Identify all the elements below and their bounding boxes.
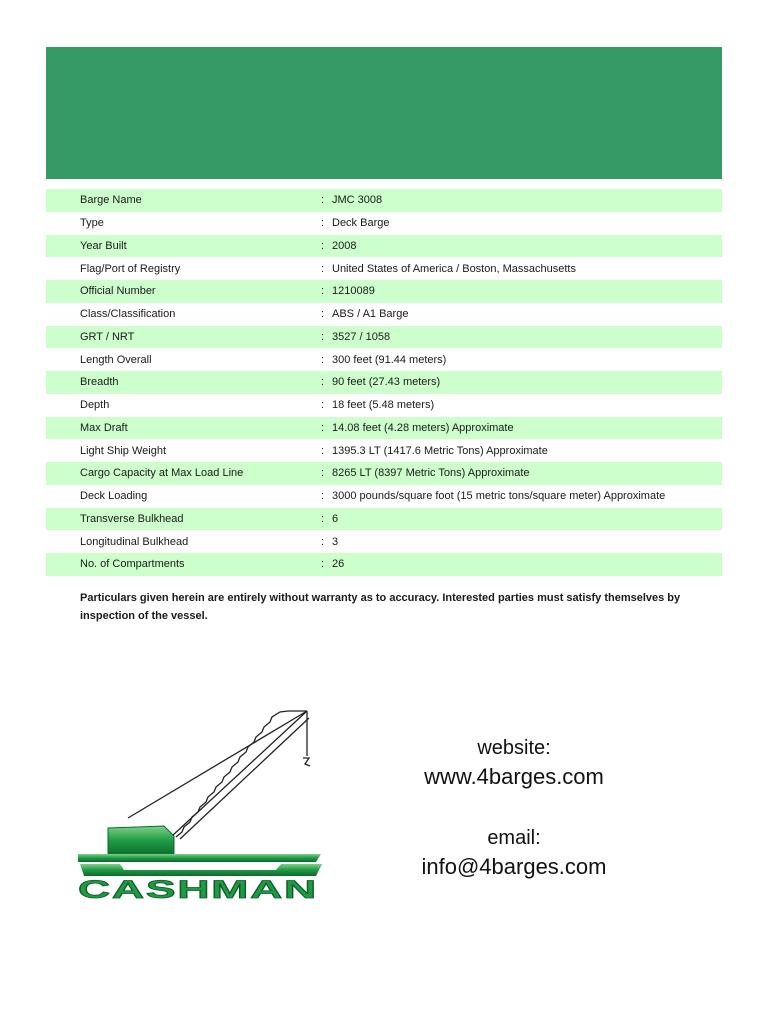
spec-label: Deck Loading <box>80 490 148 503</box>
spec-separator: : <box>320 217 324 230</box>
spec-value: Deck Barge <box>332 217 390 230</box>
spec-separator: : <box>320 194 324 207</box>
spec-value: 14.08 feet (4.28 meters) Approximate <box>332 421 514 434</box>
spec-value: United States of America / Boston, Massachusetts <box>332 262 576 275</box>
disclaimer-text: Particulars given herein are entirely without warranty as to accuracy. Interested parties must satisfy themselves by inspection of the vessel. <box>80 592 681 622</box>
spec-row <box>46 303 722 326</box>
spec-label: Length Overall <box>80 353 152 366</box>
spec-value: 26 <box>332 558 345 571</box>
website-label: website: <box>477 737 551 759</box>
spec-label: No. of Compartments <box>80 558 185 571</box>
spec-label: Official Number <box>80 285 156 298</box>
spec-row <box>46 280 722 303</box>
contact-block <box>404 734 624 882</box>
spec-row <box>46 508 722 531</box>
spec-separator: : <box>320 239 324 252</box>
spec-label: GRT / NRT <box>80 330 135 343</box>
spec-separator: : <box>320 421 324 434</box>
spec-row <box>46 257 722 280</box>
spec-value: 1395.3 LT (1417.6 Metric Tons) Approximate <box>332 444 548 457</box>
spec-label: Max Draft <box>80 421 128 434</box>
spec-value: 8265 LT (8397 Metric Tons) Approximate <box>332 467 530 480</box>
spec-separator: : <box>320 512 324 525</box>
spec-value: 6 <box>332 512 339 525</box>
spec-value: 1210089 <box>332 285 375 298</box>
spec-separator: : <box>320 558 324 571</box>
spec-value: 3000 pounds/square foot (15 metric tons/square meter) Approximate <box>332 490 666 503</box>
email-label: email: <box>487 827 541 849</box>
spec-value: ABS / A1 Barge <box>332 308 409 321</box>
spec-separator: : <box>320 444 324 457</box>
cashman-logo <box>76 706 326 906</box>
spec-row <box>46 462 722 485</box>
spec-label: Light Ship Weight <box>80 444 167 457</box>
spec-row <box>46 326 722 349</box>
spec-separator: : <box>320 353 324 366</box>
spec-row <box>46 189 722 212</box>
email-link[interactable]: info@4barges.com <box>421 854 607 879</box>
spec-label: Flag/Port of Registry <box>80 262 181 275</box>
spec-separator: : <box>320 376 324 389</box>
spec-label: Cargo Capacity at Max Load Line <box>80 467 244 480</box>
spec-label: Breadth <box>80 376 119 389</box>
spec-label: Depth <box>80 399 110 412</box>
spec-value: 2008 <box>332 239 357 252</box>
spec-row <box>46 348 722 371</box>
crane-barge-icon <box>76 706 326 906</box>
spec-separator: : <box>320 308 324 321</box>
spec-row <box>46 439 722 462</box>
spec-separator: : <box>320 285 324 298</box>
spec-value: 3527 / 1058 <box>332 330 391 343</box>
spec-value: 300 feet (91.44 meters) <box>332 353 447 366</box>
spec-label: Longitudinal Bulkhead <box>80 535 189 548</box>
spec-separator: : <box>320 490 324 503</box>
specifications-table <box>46 189 722 576</box>
spec-separator: : <box>320 399 324 412</box>
spec-row <box>46 394 722 417</box>
spec-row <box>46 235 722 258</box>
spec-value: JMC 3008 <box>332 194 383 207</box>
spec-row <box>46 371 722 394</box>
header-banner <box>46 47 722 179</box>
spec-separator: : <box>320 535 324 548</box>
spec-label: Type <box>80 217 104 230</box>
website-link[interactable]: www.4barges.com <box>424 764 604 789</box>
spec-label: Transverse Bulkhead <box>80 512 184 525</box>
spec-row <box>46 485 722 508</box>
spec-label: Class/Classification <box>80 308 176 321</box>
spec-separator: : <box>320 330 324 343</box>
logo-wordmark: CASHMAN <box>78 876 318 904</box>
spec-row <box>46 530 722 553</box>
spec-value: 18 feet (5.48 meters) <box>332 399 435 412</box>
spec-label: Year Built <box>80 239 127 252</box>
spec-row <box>46 212 722 235</box>
spec-value: 90 feet (27.43 meters) <box>332 376 441 389</box>
spec-separator: : <box>320 262 324 275</box>
spec-row <box>46 553 722 576</box>
spec-label: Barge Name <box>80 194 142 207</box>
spec-separator: : <box>320 467 324 480</box>
spec-value: 3 <box>332 535 339 548</box>
spec-row <box>46 417 722 440</box>
